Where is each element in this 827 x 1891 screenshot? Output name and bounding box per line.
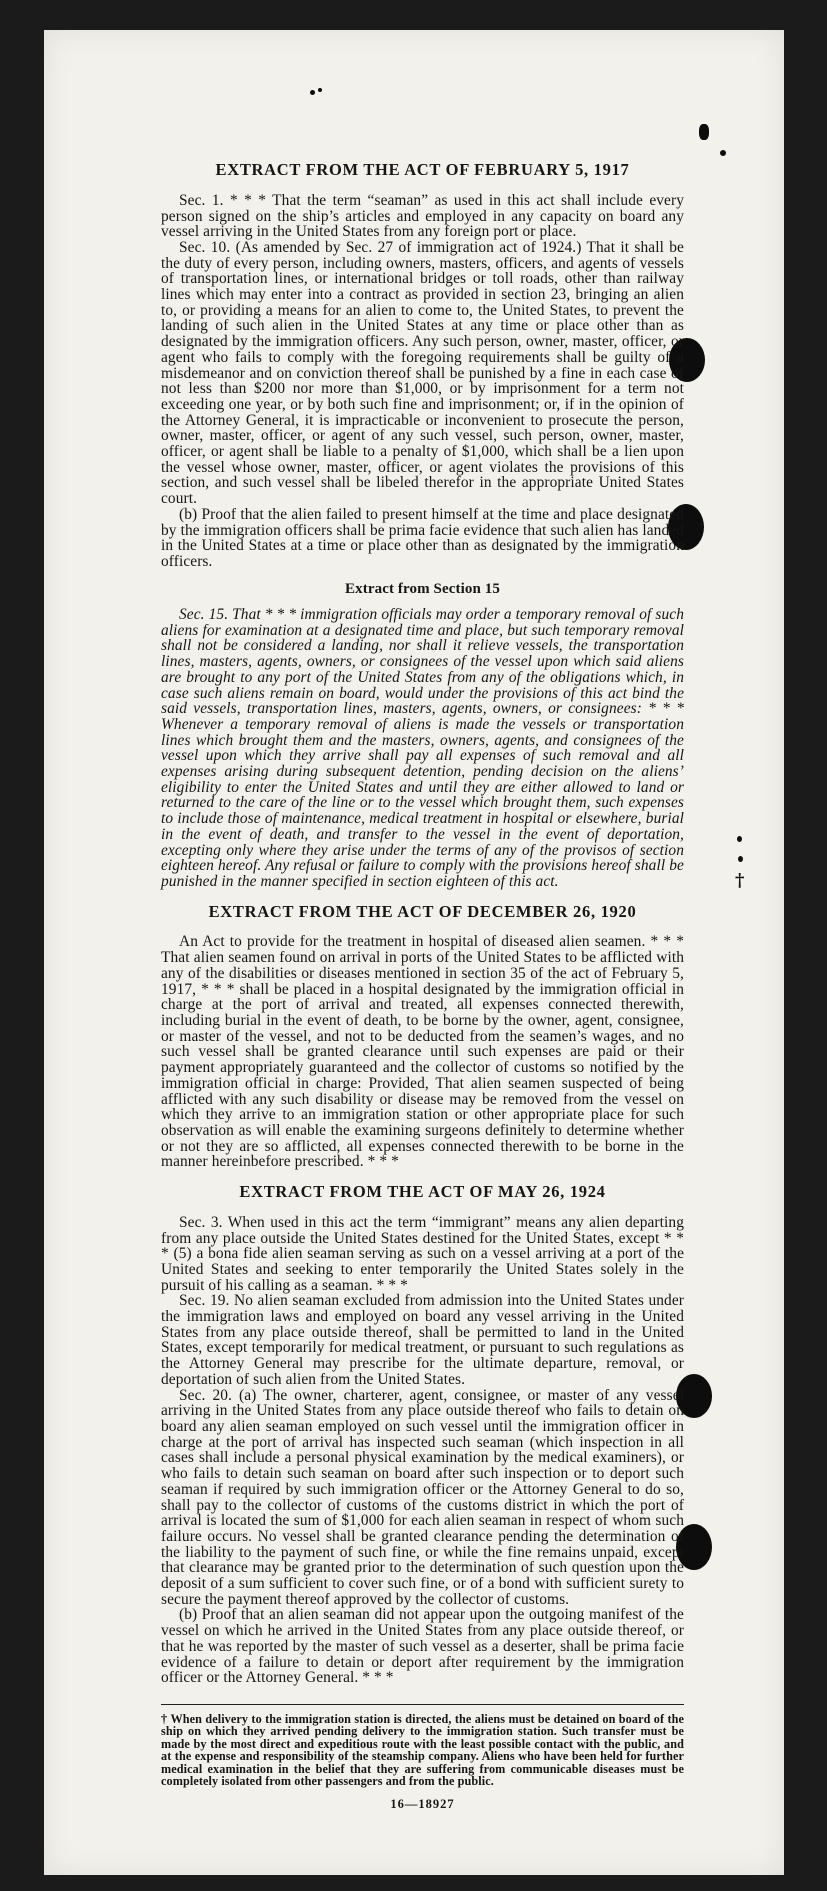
ink-speck	[737, 836, 742, 842]
paragraph-sec-20-a: Sec. 20. (a) The owner, charterer, agent, consignee, or master of any vessel arriving in the United States from any place outside thereof who fails to detain on board any alien seaman employed on such vessel until the immigration officer in charge at the port of arrival has inspected such seaman (which inspection in all cases shall include a personal physical examination by the medical examiners), or who fails to detain such seaman on board after such inspection or to deport such seaman if required by such immigration officer or the Attorney General to do so, shall pay to the collector of customs of the customs district in which the port of arrival is located the sum of $1,000 for each alien seaman in respect of whom such failure occurs. No vessel shall be granted clearance pending the determination of the liability to the payment of such fine, or while the fine remains unpaid, except that clearance may be granted prior to the determination of such question upon the deposit of a sum sufficient to cover such fine, or of a bond with sufficient surety to secure the payment thereof approved by the collector of customs.	[161, 1386, 684, 1608]
paragraph-sec-10-b: (b) Proof that the alien failed to present himself at the time and place designated by the immigration officers shall be prima facie evidence that such alien has landed in the United States at a time or place other than as designated by the immigration officers.	[161, 505, 684, 570]
paragraph-act-1920: An Act to provide for the treatment in hospital of diseased alien seamen. * * * That alien seamen found on arrival in ports of the United States to be afflicted with any of the disabilities or diseases mentioned in section 35 of the act of February 5, 1917, * * * shall be placed in a hospital designated by the immigration official in charge at the port of arrival and treated, all expenses connected therewith, including burial in the event of death, to be borne by the owner, agent, consignee, or master of the vessel, and not to be deducted from the seamen’s wages, and no such vessel shall be granted clearance until such expenses are paid or their payment appropriately guaranteed and the collector of customs so notified by the immigration official in charge: Provided, That alien seamen suspected of being afflicted with any such disability or disease may be removed from the vessel on which they arrive to an immigration station or other appropriate place for such observation as will enable the examining surgeons definitely to determine whether or not they are so afflicted, all expenses connected therewith to be borne in the manner hereinbefore prescribed. * * *	[161, 933, 684, 1171]
heading-section-15: Extract from Section 15	[345, 580, 500, 597]
ink-speck	[310, 90, 315, 95]
paragraph-sec-10: Sec. 10. (As amended by Sec. 27 of immigration act of 1924.) That it shall be the duty of every person, including owners, masters, officers, and agents of vessels of transportation lines, or international bridges or toll roads, other than railway lines which may enter into a contract as provided in section 23, bringing an alien to, or providing a means for an alien to come to, the United States, to prevent the landing of such alien in the United States at any time or place other than as designated by the immigration officers. Any such person, owner, master, officer, or agent who fails to comply with the foregoing requirements shall be guilty of a misdemeanor and on conviction thereof shall be punished by a fine in each case of not less than $200 nor more than $1,000, or by imprisonment for a term not exceeding one year, or by both such fine and imprisonment; or, if in the opinion of the Attorney General, it is impracticable or inconvenient to prosecute the person, owner, master, officer, or agent of any such vessel, such person, owner, master, officer, or agent shall be liable to a penalty of $1,000, which shall be a lien upon the vessel whose owner, master, officer, or agent violates the provisions of this section, and such vessel shall be libeled therefor in the appropriate United States court.	[161, 238, 684, 508]
document-text	[161, 162, 684, 1810]
ink-speck	[318, 88, 322, 92]
ink-speck	[720, 150, 726, 156]
ink-speck	[738, 856, 743, 862]
paragraph-sec-3: Sec. 3. When used in this act the term “immigrant” means any alien departing from any place outside the United States destined for the United States, except * * * (5) a bona fide alien seaman serving as such on a vessel arriving at a port of the United States and seeking to enter temporarily the United States solely in the pursuit of his calling as a seaman. * * *	[161, 1213, 684, 1294]
ink-speck	[699, 124, 709, 140]
dagger-margin-mark: †	[735, 870, 745, 891]
heading-act-1917: EXTRACT FROM THE ACT OF FEBRUARY 5, 1917	[215, 160, 630, 179]
heading-act-1920: EXTRACT FROM THE ACT OF DECEMBER 26, 1920	[208, 901, 637, 921]
page-number: 16—18927	[390, 1796, 455, 1811]
paragraph-sec-1: Sec. 1. * * * That the term “seaman” as used in this act shall include every person signed on the ship’s articles and employed in any capacity on board any vessel arriving in the United States from any foreign port or place.	[161, 191, 684, 241]
paragraph-sec-19: Sec. 19. No alien seaman excluded from admission into the United States under the immigration laws and employed on board any vessel arriving in the United States from any place outside thereof, shall be permitted to land in the United States, except temporarily for medical treatment, or pursuant to such regulations as the Attorney General may prescribe for the ultimate departure, removal, or deportation of such alien from the United States.	[161, 1292, 684, 1388]
footnote-divider	[161, 1704, 684, 1705]
paragraph-sec-15: Sec. 15. That * * * immigration officials may order a temporary removal of such aliens for examination at a designated time and place, but such temporary removal shall not be considered a landing, nor shall it relieve vessels, the transportation lines, masters, agents, owners, or consignees of the vessel upon which said aliens are brought to any port of the United States from any of the obligations which, in case such aliens remain on board, would under the provisions of this act bind the said vessels, transportation lines, masters, agents, owners, or consignees: * * * Whenever a temporary removal of aliens is made the vessels or transportation lines which brought them and the masters, owners, agents, and consignees of the vessel upon which they arrive shall pay all expenses of such removal and all expenses arising during subsequent detention, pending decision on the aliens’ eligibility to enter the United States and until they are either allowed to land or returned to the care of the line or to the vessel which brought them, such expenses to include those of maintenance, medical treatment in hospital or elsewhere, burial in the event of death, and transfer to the vessel in the event of deportation, excepting only where they arise under the terms of any of the provisos of section eighteen hereof. Any refusal or failure to comply with the provisions hereof shall be punished in the manner specified in section eighteen of this act.	[161, 606, 684, 890]
heading-act-1924: EXTRACT FROM THE ACT OF MAY 26, 1924	[239, 1182, 606, 1202]
footnote: † When delivery to the immigration station is directed, the aliens must be detained on board of the ship on which they arrived pending delivery to the immigration station. Such transfer must be made by the most direct and expeditious route with the least possible contact with the public, and at the expense and responsibility of the steamship company. Aliens who have been held for further medical examination in the belief that they are suffering from communicable diseases must be completely isolated from other passengers and from the public.	[161, 1711, 684, 1789]
paragraph-sec-20-b: (b) Proof that an alien seaman did not appear upon the outgoing manifest of the vessel on which he arrived in the United States from any place outside thereof, or that he was reported by the master of such vessel as a deserter, shall be prima facie evidence of a failure to detain or deport after requirement by the immigration officer or the Attorney General. * * *	[161, 1606, 684, 1687]
